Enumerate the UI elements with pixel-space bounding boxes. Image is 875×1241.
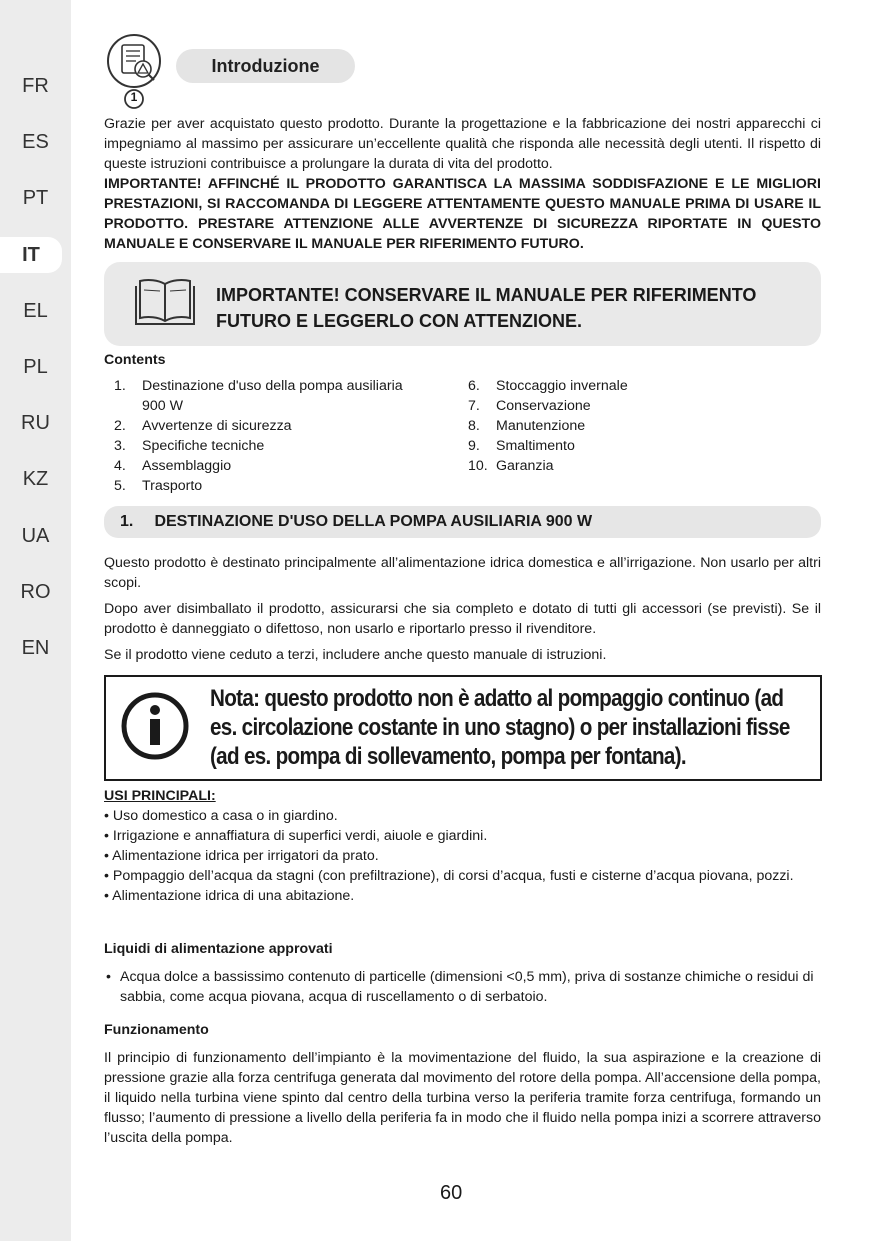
list-item: • Pompaggio dell’acqua da stagni (con prefiltrazione), di corsi d’acqua, fusti e cisterne d’acqua piovana, pozzi. — [104, 868, 794, 884]
lang-tab-ua[interactable]: UA — [21, 525, 50, 547]
section-title: DESTINAZIONE D'USO DELLA POMPA AUSILIARIA 900 W — [154, 513, 593, 530]
toc-item[interactable]: 4. Assemblaggio — [114, 458, 232, 474]
lang-tab-kz[interactable]: KZ — [22, 468, 49, 490]
section-1-paragraph: Dopo aver disimballato il prodotto, assicurarsi che sia completo e dotato di tutti gli accessori (se previsti). Se il prodotto è danneggiato o difettoso, non usarlo e riportarlo presso il rivenditore. — [104, 601, 821, 637]
important-notice-box — [104, 262, 821, 346]
intro-paragraph: Grazie per aver acquistato questo prodotto. Durante la progettazione e la fabbricazione dei nostri apparecchi ci impegniamo al massimo per assicurare un’eccellente qualità che risponda alle necessità degli utenti. Il rispetto di queste istruzioni contribuisce a prolungare la durata di vita del prodotto. — [104, 116, 821, 172]
page-number: 60 — [440, 1182, 463, 1204]
list-item: • Acqua dolce a bassissimo contenuto di particelle (dimensioni <0,5 mm), priva di sostanze chimiche o residui di sabbia, come acqua piovana, acqua di ruscellamento o di serbatoio. — [106, 969, 814, 1005]
lang-tab-el[interactable]: EL — [23, 300, 48, 322]
intro-badge-number: 1 — [130, 90, 138, 104]
info-icon — [120, 691, 190, 761]
toc-item[interactable]: 8. Manutenzione — [468, 418, 586, 434]
important-line-2: FUTURO E LEGGERLO CON ATTENZIONE. — [216, 311, 582, 331]
section-number: 1. — [120, 513, 134, 530]
contents-title: Contents — [104, 352, 166, 368]
toc-item[interactable]: 7. Conservazione — [468, 398, 591, 414]
contents-list-right — [458, 376, 758, 476]
toc-item[interactable]: 5. Trasporto — [114, 478, 203, 494]
list-item: • Alimentazione idrica per irrigatori da prato. — [104, 848, 379, 864]
toc-item[interactable]: 6. Stoccaggio invernale — [468, 378, 628, 394]
lang-tab-it[interactable]: IT — [0, 237, 62, 273]
section-1-paragraph: Se il prodotto viene ceduto a terzi, includere anche questo manuale di istruzioni. — [104, 647, 607, 663]
lang-tab-ro[interactable]: RO — [20, 581, 51, 603]
list-item: • Uso domestico a casa o in giardino. — [104, 808, 338, 824]
main-uses-section — [104, 786, 824, 906]
toc-item-continuation: 900 W — [142, 398, 184, 414]
toc-item[interactable]: 1. Destinazione d'uso della pompa ausiliaria — [114, 378, 403, 394]
operation-title: Funzionamento — [104, 1022, 209, 1038]
list-item: • Alimentazione idrica di una abitazione. — [104, 888, 355, 904]
toc-item[interactable]: 9. Smaltimento — [468, 438, 575, 454]
toc-item[interactable]: 10. Garanzia — [468, 458, 554, 474]
main-uses-title: USI PRINCIPALI: — [104, 788, 216, 804]
lang-tab-es[interactable]: ES — [22, 131, 49, 153]
note-text: Nota: questo prodotto non è adatto al pompaggio continuo (ad es. circolazione costante in uno stagno) o per installazioni fisse (ad es. pompa di sollevamento, pompa per fontana). — [210, 685, 790, 770]
important-line-1: IMPORTANTE! CONSERVARE IL MANUALE PER RIFERIMENTO — [216, 285, 757, 305]
lang-tab-ru[interactable]: RU — [21, 412, 50, 434]
section-1-heading — [104, 506, 821, 538]
note-box — [104, 675, 822, 781]
section-1-paragraph: Questo prodotto è destinato principalmente all’alimentazione idrica domestica e all’irrigazione. Non usarlo per altri scopi. — [104, 555, 821, 591]
contents-list-left — [104, 376, 444, 496]
approved-liquids-title: Liquidi di alimentazione approvati — [104, 941, 333, 957]
lang-tab-fr[interactable]: FR — [22, 75, 49, 97]
intro-important-paragraph: IMPORTANTE! AFFINCHÉ IL PRODOTTO GARANTISCA LA MASSIMA SODDISFAZIONE E LE MIGLIORI PRESTAZIONI, SI RACCOMANDA DI LEGGERE ATTENTAMENTE QUESTO MANUALE PRIMA DI USARE IL PRODOTTO. PRESTARE ATTENZIONE ALLE AVVERTENZE DI SICUREZZA RIPORTATE IN QUESTO MANUALE E CONSERVARE IL MANUALE PER RIFERIMENTO FUTURO. — [104, 176, 821, 252]
toc-item[interactable]: 3. Specifiche tecniche — [114, 438, 265, 454]
lang-tab-pl[interactable]: PL — [23, 356, 48, 378]
language-sidebar — [0, 0, 71, 1241]
intro-heading: Introduzione — [176, 49, 355, 83]
operation-section — [104, 1020, 821, 1148]
lang-tab-en[interactable]: EN — [21, 637, 50, 659]
approved-liquids-section — [104, 939, 821, 1007]
lang-tab-pt[interactable]: PT — [22, 187, 49, 209]
list-item: • Irrigazione e annaffiatura di superfici verdi, aiuole e giardini. — [104, 828, 488, 844]
open-book-icon — [134, 276, 196, 328]
operation-paragraph: Il principio di funzionamento dell’impianto è la movimentazione del fluido, la sua aspirazione e la creazione di pressione grazie alla forza centrifuga generata dal movimento del rotore della pompa. All’accensione della pompa, il liquido nella turbina viene spinto dal centro della turbina verso la periferia tramite forza centrifuga, formando un flusso; l’aumento di pressione a livello della periferia fa in modo che il fluido nella pompa inizi a scorrere attraverso l’uscita della pompa. — [104, 1050, 821, 1146]
toc-item[interactable]: 2. Avvertenze di sicurezza — [114, 418, 292, 434]
